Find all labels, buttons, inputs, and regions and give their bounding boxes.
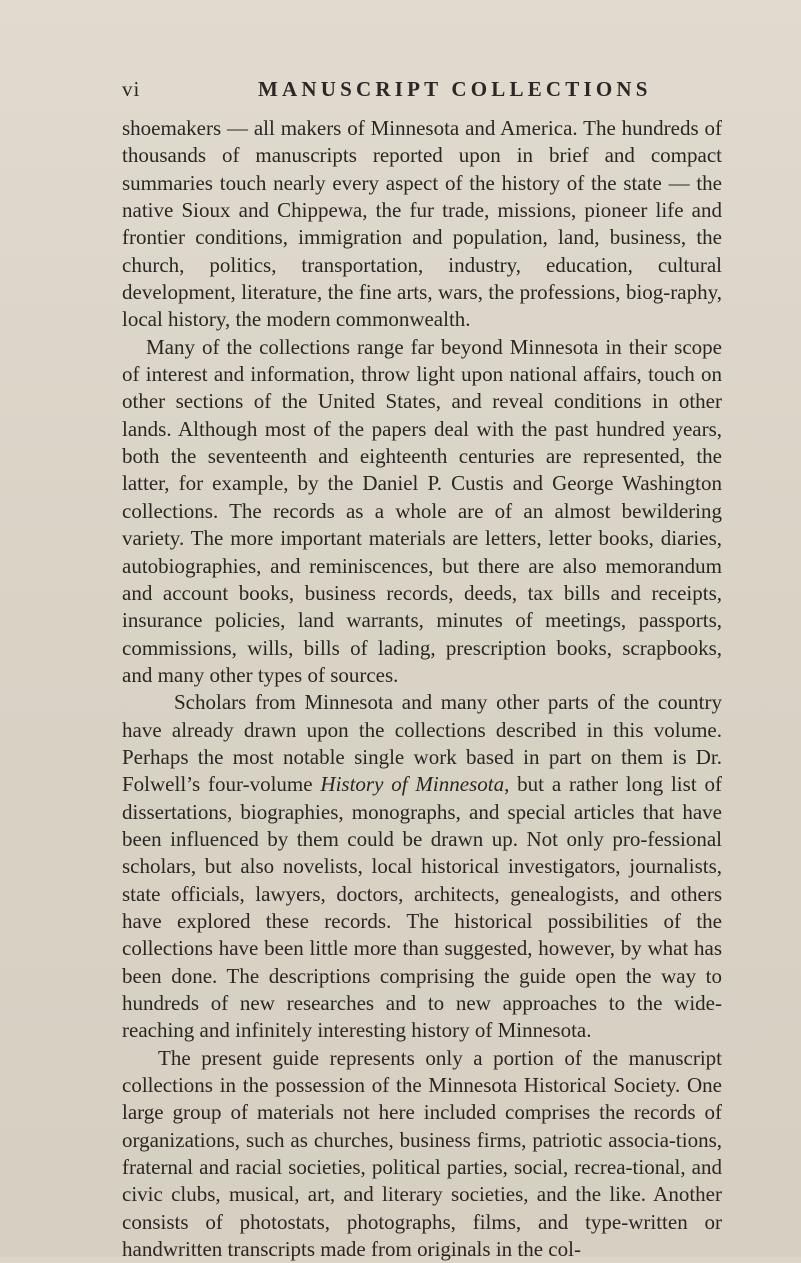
paragraph-scholars-text-b: , but a rather long list of dissertations, biographies, monographs, and special articles that have been influenced by them could be drawn up. Not only pro-fessional scholars, but also novelists, local historical investigators, journalists, state officials, lawyers, doctors, architects, genealogists, and others have explored these records. The historical possibilities of the collections have been little more than suggested, however, by what has been done. The descriptions comprising the guide open the way to hundreds of new researches and to new approaches to the wide-reaching and infinitely interesting history of Minnesota.	[122, 772, 722, 1043]
paragraph-scholars	[122, 689, 722, 1044]
book-title-italic: History of Minnesota	[320, 772, 505, 797]
paragraph-present-guide: The present guide represents only a portion of the manuscript collections in the possession of the Minnesota Historical Society. One large group of materials not here included comprises the records of organizations, such as churches, business firms, patriotic associa-tions, fraternal and racial societies, political parties, social, recrea-tional, and civic clubs, musical, art, and literary societies, and the like. Another consists of photostats, photographs, films, and type-written or handwritten transcripts made from originals in the col-	[122, 1045, 722, 1262]
paragraph-scope: Many of the collections range far beyond Minnesota in their scope of interest and information, throw light upon national affairs, touch on other sections of the United States, and reveal conditions in other lands. Although most of the papers deal with the past hundred years, both the seventeenth and eighteenth centuries are represented, the latter, for example, by the Daniel P. Custis and George Washington collections. The records as a whole are of an almost bewildering variety. The more important materials are letters, letter books, diaries, autobiographies, and reminiscences, but there are also memorandum and account books, business records, deeds, tax bills and receipts, insurance policies, land warrants, minutes of meetings, passports, commissions, wills, bills of lading, prescription books, scrapbooks, and many other types of sources.	[122, 334, 722, 687]
running-head	[122, 74, 722, 104]
paragraph-continued: shoemakers — all makers of Minnesota and America. The hundreds of thousands of manuscripts reported upon in brief and compact summaries touch nearly every aspect of the history of the state — the native Sioux and Chippewa, the fur trade, missions, pioneer life and frontier conditions, immigration and population, land, business, the church, politics, transportation, industry, education, cultural development, literature, the fine arts, wars, the professions, biog-raphy, local history, the modern commonwealth.	[122, 116, 722, 332]
page-number: vi	[122, 77, 141, 101]
body-text	[122, 115, 722, 1263]
running-title: MANUSCRIPT COLLECTIONS	[258, 77, 652, 101]
paragraph-scholars-text-a: Scholars from Minnesota and many other parts of the country have already drawn upon the collections described in this volume. Perhaps the most notable single work based in part on them is Dr. Folwell’s four-volume	[122, 690, 722, 797]
